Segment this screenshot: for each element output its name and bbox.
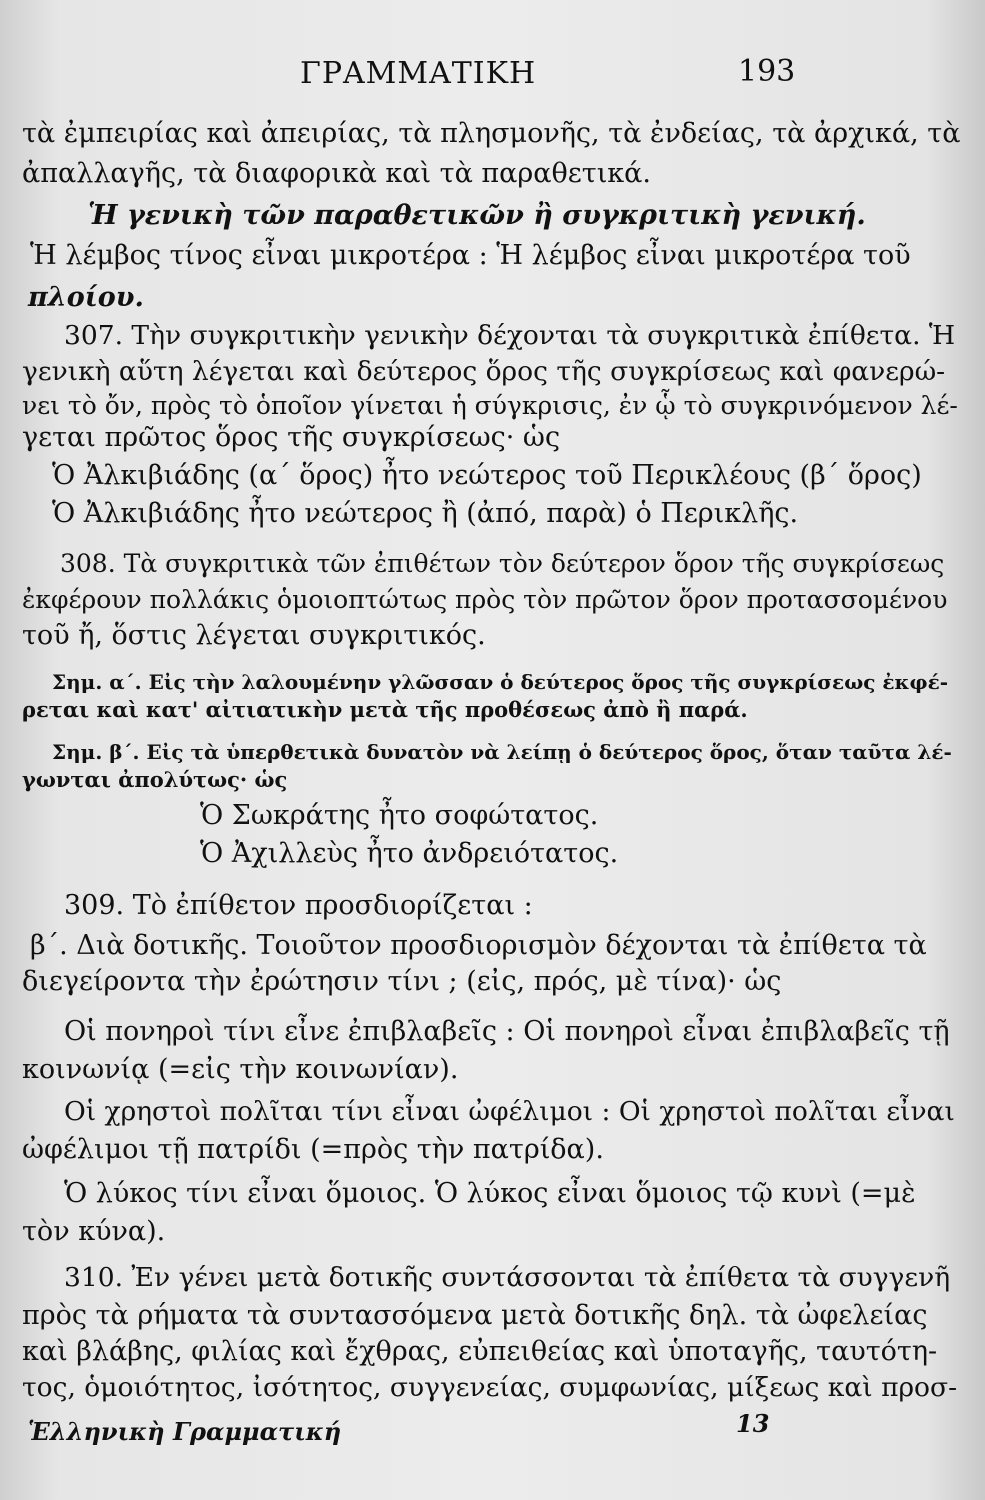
text-line: πρὸς τὰ ρήματα τὰ συντασσόμενα μετὰ δοτικῆς δηλ. τὰ ὠφελείας: [22, 1300, 928, 1331]
paragraph-310: 310. Ἐν γένει μετὰ δοτικῆς συντάσσονται τὰ ἐπίθετα τὰ συγγενῆ: [64, 1262, 951, 1293]
footer-book-title: Ἑλληνικὴ Γραμματική: [28, 1417, 342, 1446]
running-head: ΓΡΑΜΜΑΤΙΚΗ: [300, 56, 537, 91]
text-line: β΄. Διὰ δοτικῆς. Τοιοῦτον προσδιορισμὸν δέχονται τὰ ἐπίθετα τὰ: [30, 930, 927, 961]
page-number: 193: [738, 54, 796, 89]
text-line: καὶ βλάβης, φιλίας καὶ ἔχθρας, εὐπειθείας καὶ ὑποταγῆς, ταυτότη-: [22, 1336, 938, 1367]
text-line: τὸν κύνα).: [22, 1216, 166, 1247]
example-line: Ὁ Σωκράτης ἦτο σοφώτατος.: [200, 800, 599, 831]
paragraph-307: 307. Τὴν συγκριτικὴν γενικὴν δέχονται τὰ συγκριτικὰ ἐπίθετα. Ἡ: [64, 320, 956, 351]
text-line: ὠφέλιμοι τῇ πατρίδι (=πρὸς τὴν πατρίδα).: [22, 1134, 604, 1165]
paragraph-308: 308. Τὰ συγκριτικὰ τῶν ἐπιθέτων τὸν δεύτερον ὅρον τῆς συγκρίσεως: [60, 549, 945, 578]
text-line: τος, ὁμοιότητος, ἰσότητος, συγγενείας, συμφωνίας, μίξεως καὶ προσ-: [22, 1372, 958, 1403]
example-line: Ὁ Ἀλκιβιάδης ἦτο νεώτερος ἢ (ἀπό, παρὰ) ὁ Περικλῆς.: [52, 498, 799, 529]
example-line: Ὁ Ἀχιλλεὺς ἦτο ἀνδρειότατος.: [200, 838, 619, 869]
text-line: πλοίου.: [28, 282, 144, 313]
text-line: Ἡ λέμβος τίνος εἶναι μικροτέρα : Ἡ λέμβος εἶναι μικροτέρα τοῦ: [30, 240, 911, 271]
footer-signature: 13: [736, 1409, 770, 1438]
note-line: ρεται καὶ κατ' αἰτιατικὴν μετὰ τῆς προθέσεως ἀπὸ ἢ παρά.: [22, 697, 748, 722]
example-line: Οἱ πονηροὶ τίνι εἶνε ἐπιβλαβεῖς : Οἱ πονηροὶ εἶναι ἐπιβλαβεῖς τῇ: [64, 1016, 950, 1047]
example-line: Οἱ χρηστοὶ πολῖται τίνι εἶναι ὠφέλιμοι : Οἱ χρηστοὶ πολῖται εἶναι: [64, 1096, 955, 1127]
text-line: διεγείροντα τὴν ἐρώτησιν τίνι ; (εἰς, πρός, μὲ τίνα)· ὡς: [22, 966, 782, 997]
example-line: Ὁ λύκος τίνι εἶναι ὅμοιος. Ὁ λύκος εἶναι ὅμοιος τῷ κυνὶ (=μὲ: [64, 1178, 916, 1209]
note-line: γωνται ἀπολύτως· ὡς: [22, 767, 288, 792]
text-line: κοινωνίᾳ (=εἰς τὴν κοινωνίαν).: [22, 1054, 459, 1085]
paragraph-309: 309. Τὸ ἐπίθετον προσδιορίζεται :: [64, 890, 533, 921]
text-line: γενικὴ αὕτη λέγεται καὶ δεύτερος ὅρος τῆς συγκρίσεως καὶ φανερώ-: [22, 356, 946, 387]
example-line: Ὁ Ἀλκιβιάδης (α΄ ὅρος) ἦτο νεώτερος τοῦ Περικλέους (β΄ ὅρος): [52, 460, 922, 491]
note-alpha: Σημ. α΄. Εἰς τὴν λαλουμένην γλῶσσαν ὁ δεύτερος ὅρος τῆς συγκρίσεως ἐκφέ-: [52, 670, 949, 694]
text-line: νει τὸ ὄν, πρὸς τὸ ὁποῖον γίνεται ἡ σύγκρισις, ἐν ᾧ τὸ συγκρινόμενον λέ-: [22, 391, 958, 420]
section-heading: Ἡ γενικὴ τῶν παραθετικῶν ἢ συγκριτικὴ γενική.: [88, 200, 866, 231]
text-line: γεται πρῶτος ὅρος τῆς συγκρίσεως· ὡς: [22, 422, 561, 453]
text-line: τὰ ἐμπειρίας καὶ ἀπειρίας, τὰ πλησμονῆς, τὰ ἐνδείας, τὰ ἀρχικά, τὰ: [22, 118, 961, 149]
text-line: ἀπαλλαγῆς, τὰ διαφορικὰ καὶ τὰ παραθετικά.: [22, 158, 651, 189]
text-line: ἐκφέρουν πολλάκις ὁμοιοπτώτως πρὸς τὸν πρῶτον ὅρον προτασσομένου: [22, 585, 948, 614]
text-line: τοῦ ἤ, ὅστις λέγεται συγκριτικός.: [22, 620, 486, 651]
note-beta: Σημ. β΄. Εἰς τὰ ὑπερθετικὰ δυνατὸν νὰ λείπῃ ὁ δεύτερος ὅρος, ὅταν ταῦτα λέ-: [52, 740, 952, 764]
